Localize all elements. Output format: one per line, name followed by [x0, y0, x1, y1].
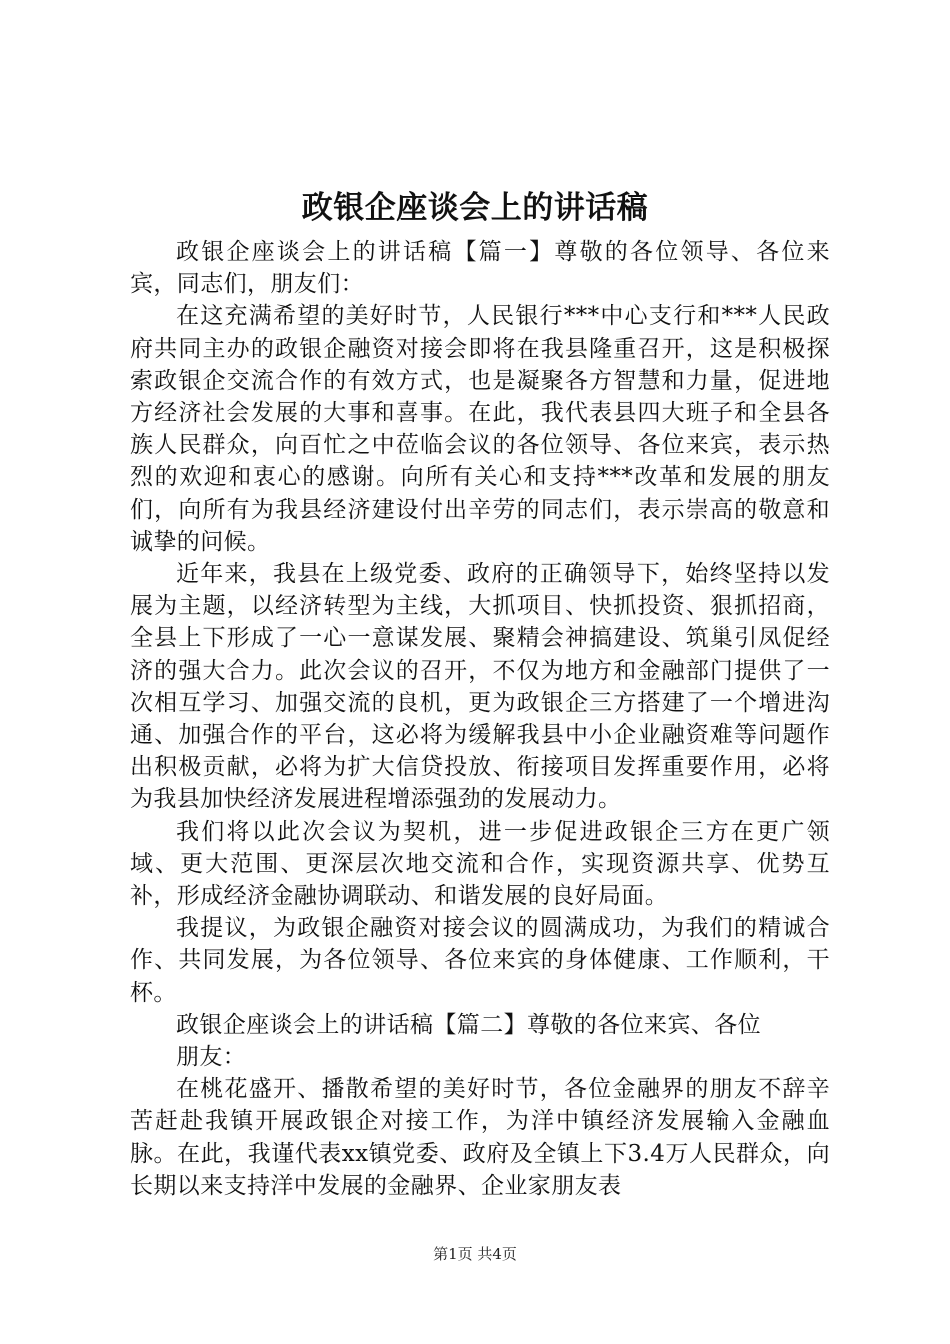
- paragraph-recent-years: 近年来，我县在上级党委、政府的正确领导下，始终坚持以发展为主题，以经济转型为主线，大抓项目、快抓投资、狠抓招商，全县上下形成了一心一意谋发展、聚精会神搞建设、筑巢引凤促经济的强大合力。此次会议的召开，不仅为地方和金融部门提供了一次相互学习、加强交流的良机，更为政银企三方搭建了一个增进沟通、加强合作的平台，这必将为缓解我县中小企业融资难等问题作出积极贡献，必将为扩大信贷投放、衔接项目发挥重要作用，必将为我县加快经济发展进程增添强劲的发展动力。: [130, 561, 830, 813]
- paragraph-opportunity: 我们将以此次会议为契机，进一步促进政银企三方在更广领域、更大范围、更深层次地交流和合作，实现资源共享、优势互补，形成经济金融协调联动、和谐发展的良好局面。: [130, 818, 830, 910]
- section-two-heading-line1: 政银企座谈会上的讲话稿【篇二】尊敬的各位来宾、各位: [176, 1011, 761, 1038]
- paragraph-section-one-heading: 政银企座谈会上的讲话稿【篇一】尊敬的各位领导、各位来宾，同志们，朋友们：: [130, 239, 830, 298]
- document-body: [130, 236, 830, 1202]
- paragraph-section-two-opening: 在桃花盛开、播散希望的美好时节，各位金融界的朋友不辞辛苦赶赴我镇开展政银企对接工作，为洋中镇经济发展输入金融血脉。在此，我谨代表xx镇党委、政府及全镇上下3.4万人民群众，向长期以来支持洋中发展的金融界、企业家朋友表: [130, 1076, 830, 1199]
- paragraph-welcome: 在这充满希望的美好时节，人民银行***中心支行和***人民政府共同主办的政银企融资对接会即将在我县隆重召开，这是积极探索政银企交流合作的有效方式，也是凝聚各方智慧和力量，促进地方经济社会发展的大事和喜事。在此，我代表县四大班子和全县各族人民群众，向百忙之中莅临会议的各位领导、各位来宾，表示热烈的欢迎和衷心的感谢。向所有关心和支持***改革和发展的朋友们，向所有为我县经济建设付出辛劳的同志们，表示崇高的敬意和诚挚的问候。: [130, 303, 830, 555]
- section-two-heading-line2: 朋友：: [176, 1044, 247, 1071]
- paragraph-toast: 我提议，为政银企融资对接会议的圆满成功，为我们的精诚合作、共同发展，为各位领导、各位来宾的身体健康、工作顺利，干杯。: [130, 915, 830, 1006]
- document-title: 政银企座谈会上的讲话稿: [301, 190, 649, 226]
- page-footer: 第1页 共4页: [433, 1245, 517, 1263]
